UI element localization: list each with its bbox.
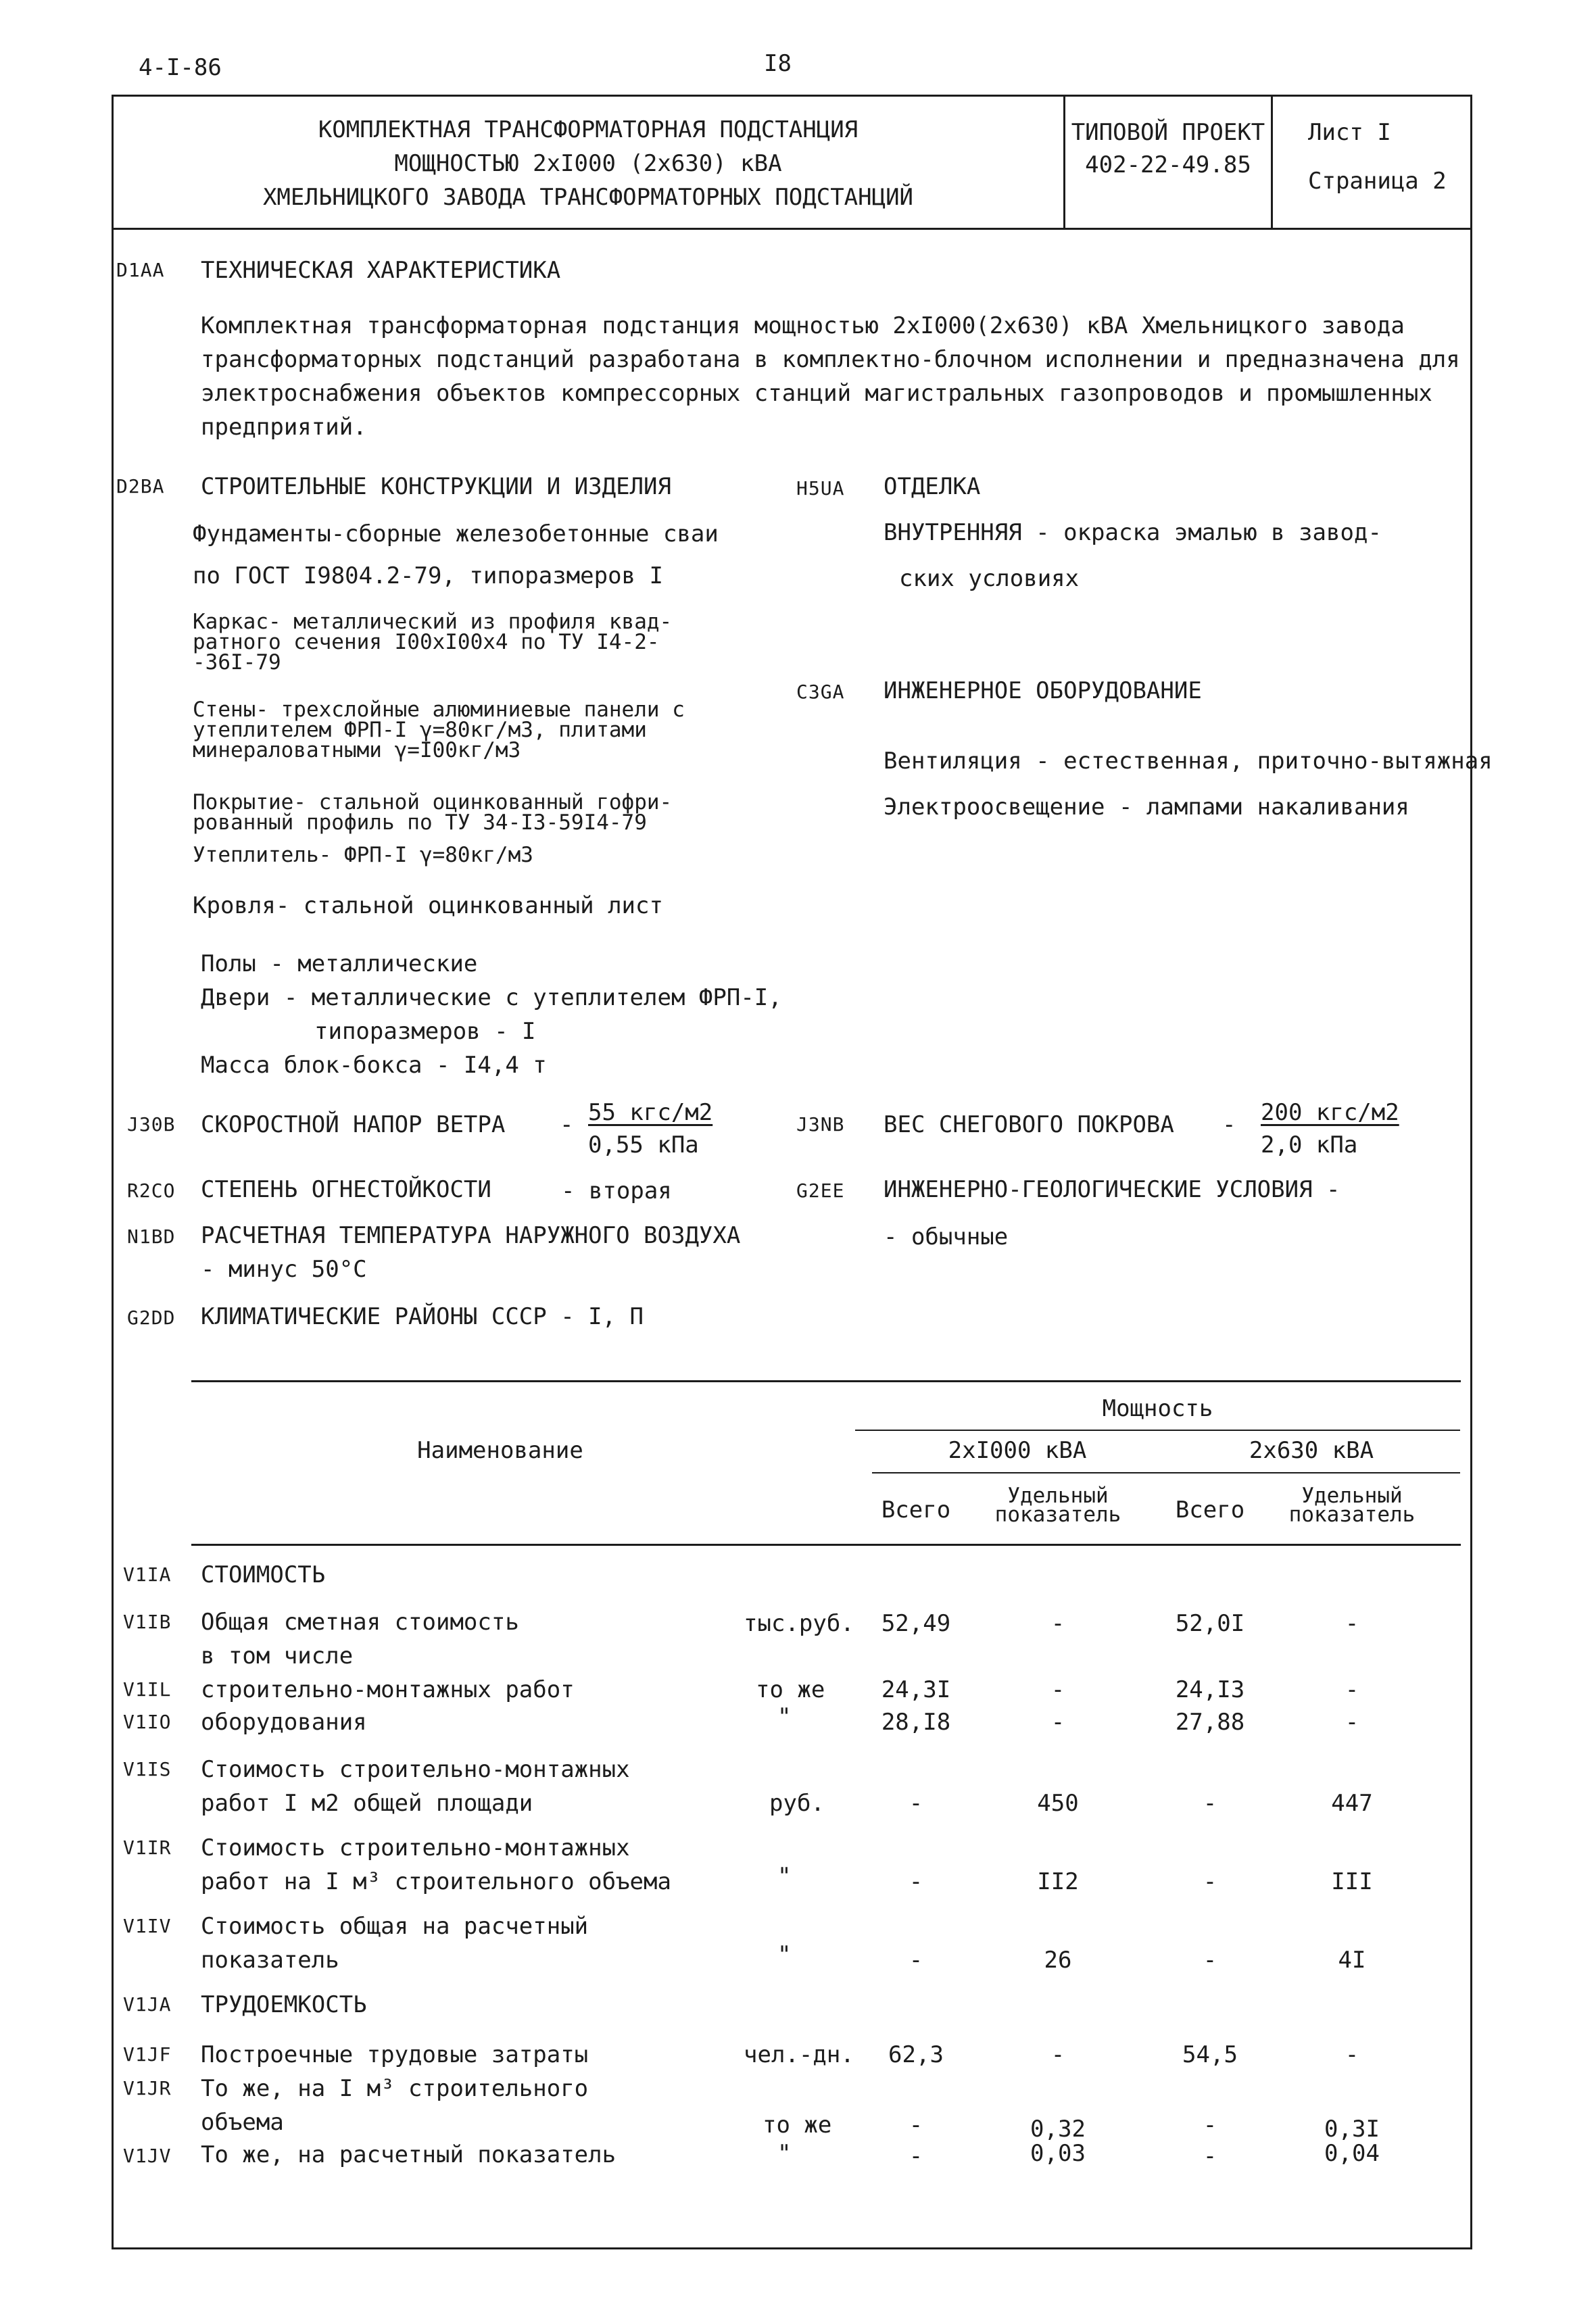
cell-total-1000: - bbox=[909, 2143, 923, 2170]
section-code: R2CO bbox=[127, 1179, 176, 1202]
text-line: Покрытие- стальной оцинкованный гофри- bbox=[193, 790, 673, 814]
row-name: То же, на расчетный показатель bbox=[201, 2141, 616, 2168]
cell-total-630: - bbox=[1203, 1947, 1217, 1974]
row-unit: " bbox=[777, 1703, 792, 1730]
section-code: G2EE bbox=[796, 1179, 845, 1202]
paragraph-line: электроснабжения объектов компрессорных станций магистральных газопроводов и промышленных bbox=[201, 380, 1432, 407]
row-name-2: показатель bbox=[201, 1947, 339, 1974]
field-label: ВЕС СНЕГОВОГО ПОКРОВА bbox=[884, 1111, 1174, 1138]
text-line: типоразмеров - I bbox=[314, 1018, 536, 1045]
cell-total-1000: - bbox=[909, 1947, 923, 1974]
row-code: V1JA bbox=[123, 1993, 172, 2016]
text-line: рованный профиль по ТУ 34-I3-59I4-79 bbox=[193, 810, 647, 835]
text-line: -36I-79 bbox=[193, 650, 281, 675]
dash: - bbox=[560, 1111, 574, 1138]
table-header-power: Мощность bbox=[1102, 1395, 1213, 1422]
section-heading: ОТДЕЛКА bbox=[884, 473, 981, 500]
row-name: Стоимость строительно-монтажных bbox=[201, 1834, 630, 1861]
section-heading: СТРОИТЕЛЬНЫЕ КОНСТРУКЦИИ И ИЗДЕЛИЯ bbox=[201, 473, 671, 500]
text-line: ских условиях bbox=[899, 565, 1080, 592]
cell-total-630: - bbox=[1203, 2143, 1217, 2170]
field-value: - вторая bbox=[561, 1177, 672, 1204]
text-line: ВНУТРЕННЯЯ - окраска эмалью в завод- bbox=[884, 519, 1382, 546]
cell-specific-630: - bbox=[1345, 1709, 1359, 1736]
cell-total-1000: 52,49 bbox=[881, 1610, 951, 1637]
cell-total-1000: - bbox=[909, 1868, 923, 1895]
field-label: ИНЖЕНЕРНО-ГЕОЛОГИЧЕСКИЕ УСЛОВИЯ - bbox=[884, 1176, 1340, 1203]
cell-total-630: - bbox=[1203, 1790, 1217, 1817]
text-line: Стены- трехслойные алюминиевые панели с bbox=[193, 698, 685, 722]
table-header-specific: показатель bbox=[1288, 1503, 1416, 1527]
section-code: H5UA bbox=[796, 477, 845, 499]
title-line-1: КОМПЛЕКТНАЯ ТРАНСФОРМАТОРНАЯ ПОДСТАНЦИЯ bbox=[318, 116, 859, 143]
section-code: N1BD bbox=[127, 1225, 176, 1248]
cell-specific-1000: 26 bbox=[1044, 1947, 1072, 1974]
cell-specific-630: - bbox=[1345, 2041, 1359, 2068]
row-name: То же, на I м³ строительного bbox=[201, 2075, 589, 2102]
value-denominator: 2,0 кПа bbox=[1261, 1131, 1358, 1159]
title-block-sep-2 bbox=[1271, 95, 1273, 230]
row-name: строительно-монтажных работ bbox=[201, 1676, 575, 1703]
cell-total-630: 52,0I bbox=[1175, 1610, 1245, 1637]
value-denominator: 0,55 кПа bbox=[588, 1131, 699, 1159]
row-code: V1IO bbox=[123, 1711, 172, 1733]
text-line: Двери - металлические с утеплителем ФРП-I, bbox=[201, 984, 782, 1011]
text-line: по ГОСТ I9804.2-79, типоразмеров I bbox=[193, 562, 663, 589]
text-line: ратного сечения I00хI00х4 по ТУ I4-2- bbox=[193, 630, 660, 654]
cell-specific-630: - bbox=[1345, 1676, 1359, 1703]
text-line: Электроосвещение - лампами накаливания bbox=[884, 794, 1409, 821]
paragraph-line: предприятий. bbox=[201, 414, 367, 441]
row-code: V1JV bbox=[123, 2145, 172, 2167]
row-name-2: объема bbox=[201, 2109, 284, 2136]
cell-specific-1000: 0,32 bbox=[1030, 2116, 1086, 2143]
row-name: Стоимость строительно-монтажных bbox=[201, 1756, 630, 1783]
section-code: D2BA bbox=[116, 475, 165, 497]
table-header-total: Всего bbox=[1175, 1496, 1245, 1524]
cell-specific-1000: II2 bbox=[1037, 1868, 1079, 1895]
row-name: Построечные трудовые затраты bbox=[201, 2041, 589, 2068]
project-label: ТИПОВОЙ ПРОЕКТ bbox=[1071, 119, 1265, 146]
row-unit: " bbox=[777, 1863, 792, 1890]
cell-total-1000: 28,I8 bbox=[881, 1709, 951, 1736]
cell-specific-630: 447 bbox=[1331, 1790, 1373, 1817]
table-header-specific: Удельный bbox=[1301, 1484, 1403, 1508]
section-heading: ТЕХНИЧЕСКАЯ ХАРАКТЕРИСТИКА bbox=[201, 257, 561, 284]
row-name-2: работ I м2 общей площади bbox=[201, 1790, 533, 1817]
cell-specific-1000: - bbox=[1050, 1709, 1065, 1736]
row-unit: руб. bbox=[769, 1790, 825, 1817]
field-value: - минус 50°С bbox=[201, 1256, 367, 1283]
row-name-2: работ на I м³ строительного объема bbox=[201, 1868, 671, 1895]
row-unit: чел.-дн. bbox=[744, 2041, 854, 2068]
section-code: C3GA bbox=[796, 681, 845, 703]
table-header-name: Наименование bbox=[417, 1437, 583, 1464]
text-line: Масса блок-бокса - I4,4 т bbox=[201, 1052, 547, 1079]
table-header-total: Всего bbox=[881, 1496, 951, 1524]
row-code: V1JR bbox=[123, 2077, 172, 2099]
cell-total-1000: - bbox=[909, 2112, 923, 2139]
section-code: G2DD bbox=[127, 1307, 176, 1329]
cell-specific-630: III bbox=[1331, 1868, 1373, 1895]
table-header-specific: Удельный bbox=[1007, 1484, 1109, 1508]
cell-specific-630: 0,04 bbox=[1324, 2140, 1380, 2167]
table-header-rule bbox=[855, 1430, 1460, 1431]
row-code: V1IS bbox=[123, 1758, 172, 1780]
row-code: V1IB bbox=[123, 1611, 172, 1633]
field-value: - обычные bbox=[884, 1223, 1009, 1250]
paragraph-line: Комплектная трансформаторная подстанция мощностью 2хI000(2х630) кВА Хмельницкого завода bbox=[201, 312, 1405, 339]
table-header-bottom-rule bbox=[191, 1544, 1461, 1546]
field-label: РАСЧЕТНАЯ ТЕМПЕРАТУРА НАРУЖНОГО ВОЗДУХА bbox=[201, 1222, 741, 1249]
field-label: СТЕПЕНЬ ОГНЕСТОЙКОСТИ bbox=[201, 1176, 491, 1203]
text-line: Фундаменты-сборные железобетонные сваи bbox=[193, 520, 719, 547]
row-name: Общая сметная стоимость bbox=[201, 1609, 519, 1636]
section-code: J30B bbox=[127, 1113, 176, 1136]
title-line-3: ХМЕЛЬНИЦКОГО ЗАВОДА ТРАНСФОРМАТОРНЫХ ПОДСТАНЦИЙ bbox=[262, 184, 914, 211]
row-code: V1IR bbox=[123, 1836, 172, 1859]
text-line: Утеплитель- ФРП-I γ=80кг/м3 bbox=[193, 843, 533, 867]
value-numerator: 55 кгс/м2 bbox=[588, 1099, 713, 1126]
row-name: ТРУДОЕМКОСТЬ bbox=[201, 1991, 367, 2018]
cell-total-630: - bbox=[1203, 1868, 1217, 1895]
title-block-divider bbox=[112, 228, 1472, 230]
dash: - bbox=[1222, 1111, 1236, 1138]
row-code: V1IV bbox=[123, 1915, 172, 1937]
section-code: J3NB bbox=[796, 1113, 845, 1136]
cell-total-1000: - bbox=[909, 1790, 923, 1817]
cell-total-630: 27,88 bbox=[1175, 1709, 1245, 1736]
cell-specific-1000: 0,03 bbox=[1030, 2140, 1086, 2167]
row-unit: " bbox=[777, 1941, 792, 1968]
text-line: Каркас- металлический из профиля квад- bbox=[193, 610, 673, 634]
cell-specific-1000: - bbox=[1050, 2041, 1065, 2068]
value-numerator: 200 кгс/м2 bbox=[1261, 1099, 1399, 1126]
text-line: Вентиляция - естественная, приточно-вытяжная bbox=[884, 748, 1493, 775]
table-top-rule bbox=[191, 1380, 1461, 1382]
row-unit: то же bbox=[763, 2112, 832, 2139]
page-label: Страница 2 bbox=[1308, 168, 1447, 195]
table-header-specific: показатель bbox=[994, 1503, 1121, 1527]
paragraph-line: трансформаторных подстанций разработана в комплектно-блочном исполнении и предназначена для bbox=[201, 346, 1460, 373]
row-unit: " bbox=[777, 2140, 792, 2167]
row-code: V1JF bbox=[123, 2043, 172, 2066]
project-number: 402-22-49.85 bbox=[1085, 151, 1251, 178]
text-line: утеплителем ФРП-I γ=80кг/м3, плитами bbox=[193, 718, 647, 742]
text-line: Полы - металлические bbox=[201, 950, 478, 977]
row-name: оборудования bbox=[201, 1709, 367, 1736]
row-unit: тыс.руб. bbox=[744, 1610, 854, 1637]
cell-specific-630: 4I bbox=[1338, 1947, 1366, 1974]
text-line: минераловатными γ=I00кг/м3 bbox=[193, 738, 521, 762]
row-code: V1IA bbox=[123, 1563, 172, 1586]
cell-specific-630: 0,3I bbox=[1324, 2116, 1380, 2143]
row-code: V1IL bbox=[123, 1678, 172, 1701]
field-label: КЛИМАТИЧЕСКИЕ РАЙОНЫ СССР - I, П bbox=[201, 1303, 644, 1330]
title-block-sep-1 bbox=[1063, 95, 1065, 230]
field-label: СКОРОСТНОЙ НАПОР ВЕТРА bbox=[201, 1111, 506, 1138]
cell-specific-1000: - bbox=[1050, 1676, 1065, 1703]
row-name: Стоимость общая на расчетный bbox=[201, 1913, 589, 1940]
cell-specific-1000: - bbox=[1050, 1610, 1065, 1637]
cell-total-630: 54,5 bbox=[1182, 2041, 1238, 2068]
section-code: D1AA bbox=[116, 259, 165, 281]
cell-specific-1000: 450 bbox=[1037, 1790, 1079, 1817]
table-header-rule bbox=[872, 1472, 1460, 1473]
row-unit: то же bbox=[756, 1676, 825, 1703]
cell-total-630: - bbox=[1203, 2112, 1217, 2139]
title-line-2: МОЩНОСТЬЮ 2хI000 (2х630) кВА bbox=[394, 150, 782, 177]
row-name: СТОИМОСТЬ bbox=[201, 1561, 326, 1588]
cell-total-630: 24,I3 bbox=[1175, 1676, 1245, 1703]
cell-total-1000: 62,3 bbox=[888, 2041, 944, 2068]
text-line: Кровля- стальной оцинкованный лист bbox=[193, 892, 663, 919]
sheet-number: Лист I bbox=[1308, 119, 1391, 146]
table-header-2x1000: 2хI000 кВА bbox=[948, 1437, 1087, 1464]
section-heading: ИНЖЕНЕРНОЕ ОБОРУДОВАНИЕ bbox=[884, 677, 1202, 704]
page-number: I8 bbox=[764, 50, 792, 77]
cell-total-1000: 24,3I bbox=[881, 1676, 951, 1703]
cell-specific-630: - bbox=[1345, 1610, 1359, 1637]
document-code: 4-I-86 bbox=[139, 54, 222, 81]
table-header-2x630: 2х630 кВА bbox=[1249, 1437, 1374, 1464]
row-name-2: в том числе bbox=[201, 1642, 354, 1670]
